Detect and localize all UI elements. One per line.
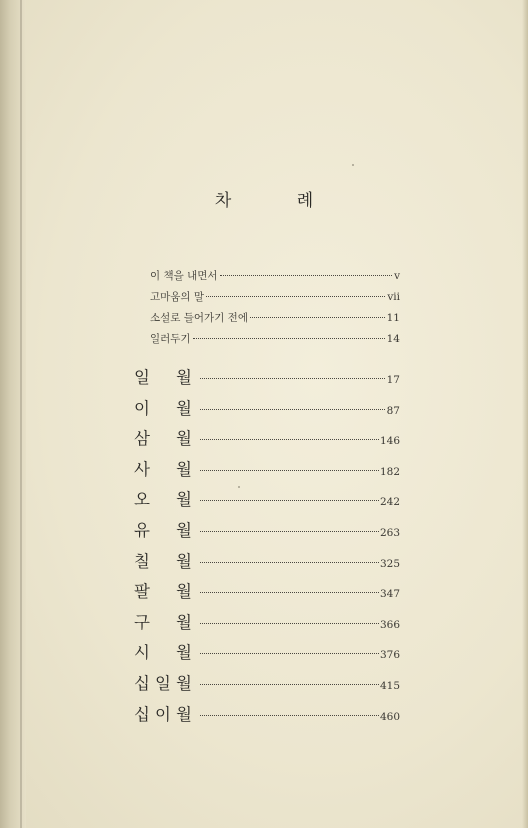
chapter-entry [134,701,400,732]
chapter-page: 415 [379,679,400,692]
chapter-label [134,670,192,694]
chapter-entry [134,364,400,395]
chapter-label-char: 월 [176,612,192,632]
chapter-label [134,639,192,663]
dot-leader [200,562,379,563]
chapter-label [134,425,192,449]
chapter-label-char: 월 [176,643,192,663]
chapter-label-char: 칠 [134,551,150,571]
chapter-entry [134,517,400,548]
dot-leader [200,439,379,440]
chapter-entry [134,578,400,609]
toc-entry [150,310,400,331]
chapter-label-char: 월 [176,429,192,449]
dot-leader [250,317,385,318]
chapter-entry [134,456,400,487]
chapter-page: 17 [386,374,400,386]
chapter-entry [134,548,400,579]
dot-leader [200,715,379,716]
chapter-label-char: 월 [176,398,192,418]
toc-entry-page: 14 [386,333,400,345]
chapter-label [134,395,192,419]
chapter-label [134,578,192,602]
chapter-label-char: 사 [134,459,150,479]
chapter-entry [134,486,400,517]
chapter-entry [134,425,400,456]
chapter-page: 182 [379,465,400,478]
dot-leader [206,296,385,297]
dot-leader [200,531,379,532]
chapter-label-char: 일 [155,673,171,693]
chapter-label-char: 유 [134,520,150,540]
chapter-entry [134,639,400,670]
dot-leader [193,338,385,339]
gutter-fold [20,0,22,828]
toc-entry [150,331,400,352]
toc-entry-label: 이 책을 내면서 [150,270,218,282]
chapter-label [134,548,192,572]
chapter-label-char: 일 [134,368,150,387]
toc-entry-label: 고마움의 말 [150,291,205,303]
chapter-page: 376 [379,649,400,662]
paper-speck [352,164,354,166]
chapter-label [134,456,192,480]
chapter-label [134,364,192,388]
dot-leader [200,500,379,501]
paper-speck [238,486,240,488]
dot-leader [200,409,385,410]
toc-entry-label: 일러두기 [150,333,191,345]
dot-leader [200,592,379,593]
chapter-label-char: 월 [176,459,192,479]
front-matter-list [150,268,400,352]
chapter-page: 347 [379,588,400,601]
chapter-label [134,701,192,725]
chapter-label-char: 월 [176,673,192,693]
chapter-page: 87 [386,404,400,417]
chapter-label-char: 구 [134,612,150,632]
dot-leader [200,684,379,685]
page-title: 차 례 [214,191,344,211]
chapter-page: 263 [379,526,400,539]
chapter-label [134,486,192,510]
toc-entry [150,268,400,289]
chapter-label-char: 월 [176,520,192,540]
chapter-page: 325 [379,557,400,570]
chapter-label-char: 월 [176,704,192,724]
toc-entry-page: 11 [386,312,400,324]
chapter-label-char: 이 [134,398,150,418]
chapter-page: 460 [379,710,400,723]
chapter-page: 242 [379,496,400,509]
toc-entry-label: 소설로 들어가기 전에 [150,312,248,324]
chapter-label-char: 오 [134,490,150,510]
chapter-list [134,364,400,731]
chapter-label [134,517,192,541]
chapter-label-char: 팔 [134,582,150,602]
chapter-entry [134,670,400,701]
dot-leader [200,653,379,654]
chapter-label-char: 월 [176,368,192,387]
chapter-label [134,609,192,633]
dot-leader [200,378,385,379]
chapter-label-char: 십 [134,673,150,693]
dot-leader [200,470,379,471]
chapter-label-char: 삼 [134,429,150,449]
chapter-label-char: 월 [176,490,192,510]
chapter-label-char: 시 [134,643,150,663]
page-gutter [0,0,26,828]
toc-entry-page: vii [387,291,400,303]
chapter-entry [134,395,400,426]
dot-leader [200,623,379,624]
chapter-label-char: 이 [155,704,171,724]
toc-entry-page: v [394,270,400,282]
chapter-entry [134,609,400,640]
page-edge [522,0,528,828]
toc-entry [150,289,400,310]
chapter-page: 366 [379,618,400,631]
chapter-page: 146 [379,435,400,448]
chapter-label-char: 십 [134,704,150,724]
dot-leader [220,275,393,276]
chapter-label-char: 월 [176,582,192,602]
chapter-label-char: 월 [176,551,192,571]
